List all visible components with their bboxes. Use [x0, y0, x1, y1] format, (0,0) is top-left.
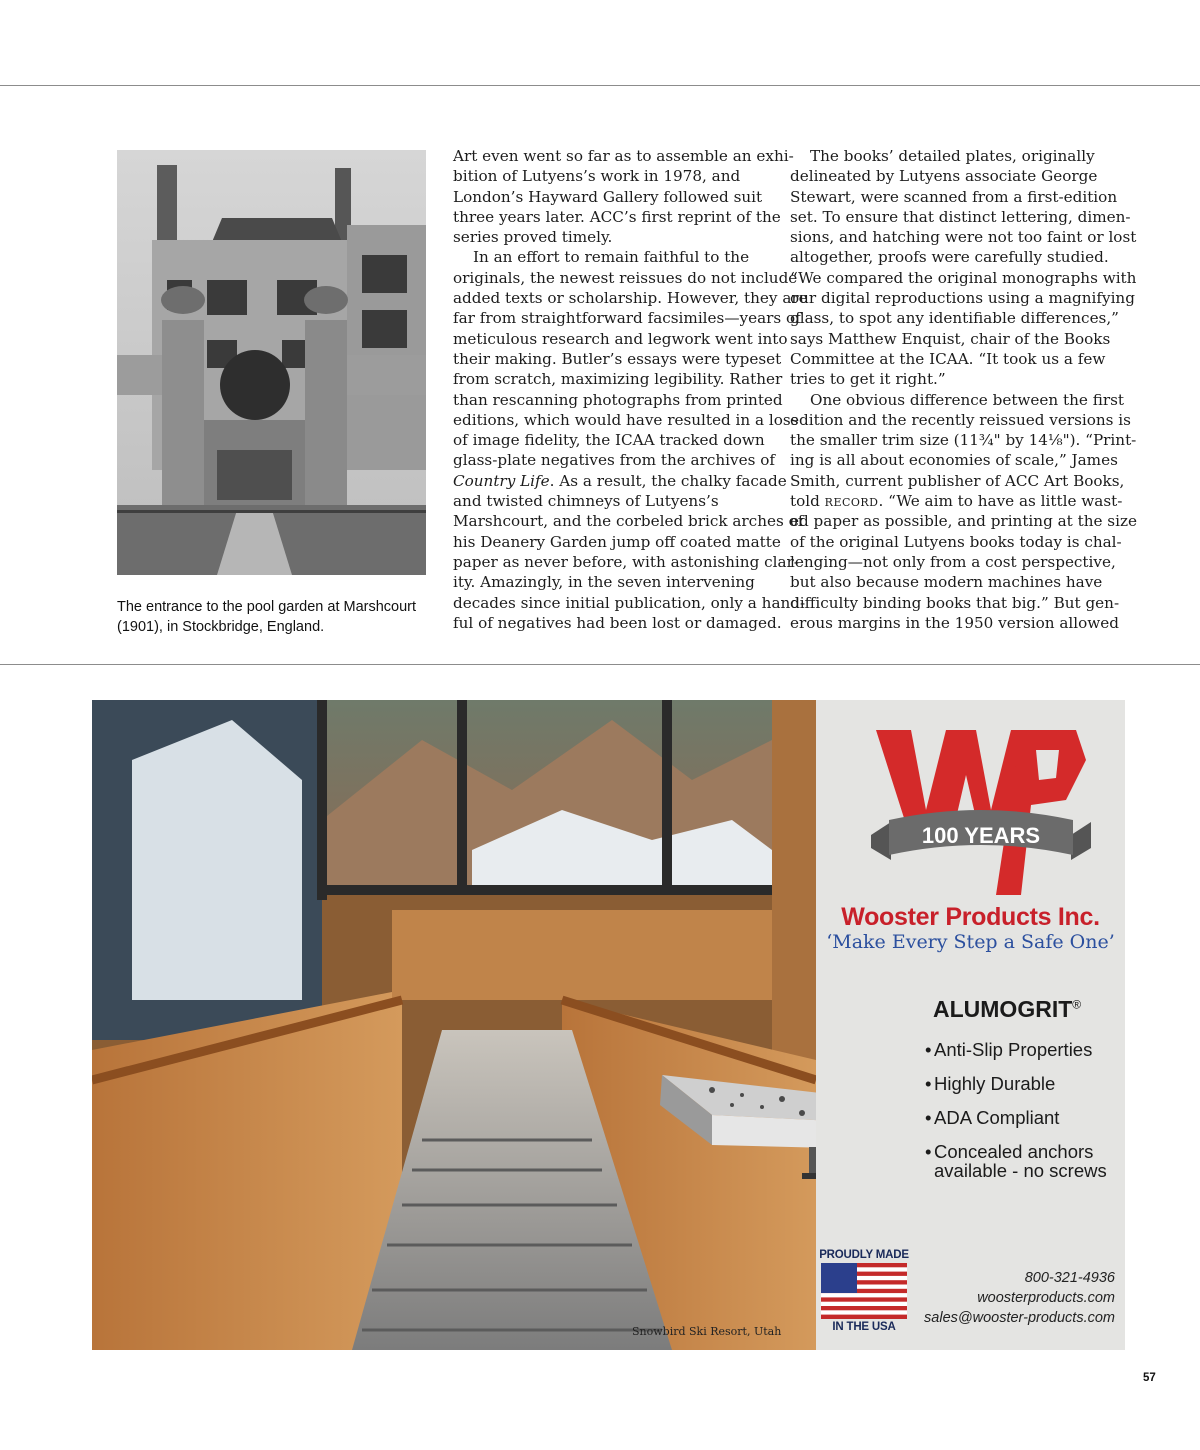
made-in-usa-badge [819, 1249, 909, 1333]
text-line: added texts or scholarship. However, they are [453, 289, 808, 308]
wooster-logo [871, 720, 1091, 895]
ad-staircase-photo [92, 700, 816, 1350]
text-line: their making. Butler’s essays were typeset [453, 349, 782, 368]
ad-panel [816, 700, 1125, 1350]
text-line: ing is all about economies of scale,” James [790, 451, 1118, 470]
text-line: altogether, proofs were carefully studied. [790, 248, 1109, 267]
registered-mark: ® [1072, 997, 1082, 1012]
text-line: Marshcourt, and the corbeled brick arches of [453, 512, 804, 531]
contact-info [924, 1268, 1115, 1328]
feature-item: • Highly Durable [925, 1073, 1056, 1094]
text-line: set. To ensure that distinct lettering, dimen- [790, 207, 1131, 226]
us-flag-icon [821, 1263, 907, 1319]
text-line: of the original Lutyens books today is chal- [790, 532, 1122, 551]
text-line: “We compared the original monographs with [790, 268, 1137, 287]
product-label: ALUMOGRIT [933, 996, 1073, 1022]
text-line [453, 471, 787, 491]
text-line: Committee at the ICAA. “It took us a few [790, 349, 1106, 368]
product-name [933, 996, 1081, 1023]
email-address: sales@wooster-products.com [924, 1310, 1115, 1326]
text-line: but also because modern machines have [790, 573, 1103, 592]
alumogrit-tread-image [652, 1055, 816, 1185]
text-line: erous margins in the 1950 version allowed [790, 613, 1119, 632]
feature-text: Highly Durable [934, 1073, 1056, 1094]
text-line: editions, which would have resulted in a loss [453, 410, 799, 429]
text-line: In an effort to remain faithful to the [473, 248, 750, 267]
text-line: London’s Hayward Gallery followed suit [453, 187, 763, 206]
top-rule [0, 85, 1200, 86]
text-line: three years later. ACC’s first reprint of the [453, 207, 781, 226]
text-line: decades since initial publication, only a hand- [453, 593, 806, 612]
website-url: woosterproducts.com [977, 1290, 1115, 1306]
text-line: from scratch, maximizing legibility. Rather [453, 370, 783, 389]
publication-title: Country Life [453, 471, 550, 490]
text-line: sions, and hatching were not too faint or lost [790, 228, 1137, 247]
text-line: glass, to spot any identifiable differences,” [790, 309, 1119, 328]
text-line: our digital reproductions using a magnifying [790, 289, 1135, 308]
text-line: glass-plate negatives from the archives of [453, 451, 775, 470]
feature-item: • ADA Compliant [925, 1107, 1060, 1128]
page-number: 57 [1143, 1372, 1156, 1384]
text-line: originals, the newest reissues do not include [453, 268, 798, 287]
text-line: series proved timely. [453, 228, 613, 247]
feature-text-continued: available - no screws [934, 1160, 1107, 1181]
badge-top-text: PROUDLY MADE [819, 1249, 909, 1261]
text-line: ed paper as possible, and printing at the size [790, 512, 1137, 531]
text-line: ful of negatives had been lost or damaged. [453, 613, 782, 632]
text-fragment: . “We aim to have as little wast- [878, 492, 1123, 511]
feature-item: • Anti-Slip Properties [925, 1039, 1093, 1060]
text-line: Art even went so far as to assemble an exhi- [453, 147, 794, 165]
text-line: far from straightforward facsimiles—years of [453, 309, 801, 328]
text-line: meticulous research and legwork went into [453, 329, 788, 348]
magazine-name: record [824, 492, 879, 511]
text-line [790, 491, 1123, 511]
text-line: edition and the recently reissued versions is [790, 410, 1131, 429]
text-line: his Deanery Garden jump off coated matte [453, 532, 781, 551]
text-line: difficulty binding books that big.” But gen- [790, 593, 1120, 612]
text-line: The books’ detailed plates, originally [810, 147, 1095, 165]
text-line: tries to get it right.” [790, 370, 946, 389]
text-line: of image fidelity, the ICAA tracked down [453, 431, 765, 450]
text-line: ity. Amazingly, in the seven intervening [453, 573, 755, 592]
text-line: the smaller trim size (11¾" by 14⅛"). “Print- [790, 431, 1137, 450]
text-line: lenging—not only from a cost perspective, [790, 552, 1116, 571]
text-line: and twisted chimneys of Lutyens’s [453, 492, 719, 511]
badge-bottom-text: IN THE USA [832, 1321, 896, 1333]
marshcourt-illustration [117, 150, 426, 575]
photo-caption: The entrance to the pool garden at Marshcourt (1901), in Stockbridge, England. [117, 599, 417, 635]
feature-text: ADA Compliant [934, 1107, 1060, 1128]
text-line: One obvious difference between the first [810, 390, 1124, 409]
text-line: than rescanning photographs from printed [453, 390, 783, 409]
article-column-2 [790, 146, 1137, 633]
text-line: Smith, current publisher of ACC Art Books, [790, 471, 1125, 490]
staircase-illustration [92, 700, 816, 1350]
feature-text: Concealed anchors [934, 1141, 1094, 1162]
photo-credit: Snowbird Ski Resort, Utah [632, 1325, 782, 1338]
feature-text: Anti-Slip Properties [934, 1039, 1093, 1060]
feature-list [925, 1040, 1107, 1195]
text-fragment: told [790, 492, 825, 511]
text-line: says Matthew Enquist, chair of the Books [790, 329, 1111, 348]
text-line: delineated by Lutyens associate George [790, 167, 1098, 186]
section-rule [0, 664, 1200, 665]
anniversary-text: 100 YEARS [921, 823, 1041, 848]
text-line: Stewart, were scanned from a first-edition [790, 187, 1118, 206]
company-slogan: ‘Make Every Step a Safe One’ [826, 931, 1115, 953]
company-name: Wooster Products Inc. [841, 903, 1100, 931]
text-line: paper as never before, with astonishing clar- [453, 552, 799, 571]
marshcourt-photo [117, 150, 426, 575]
phone-number: 800-321-4936 [1024, 1270, 1115, 1286]
feature-item: • Concealed anchors available - no screws [925, 1141, 1107, 1181]
text-line: bition of Lutyens’s work in 1978, and [453, 167, 741, 186]
text-fragment: . As a result, the chalky facade [549, 471, 787, 490]
